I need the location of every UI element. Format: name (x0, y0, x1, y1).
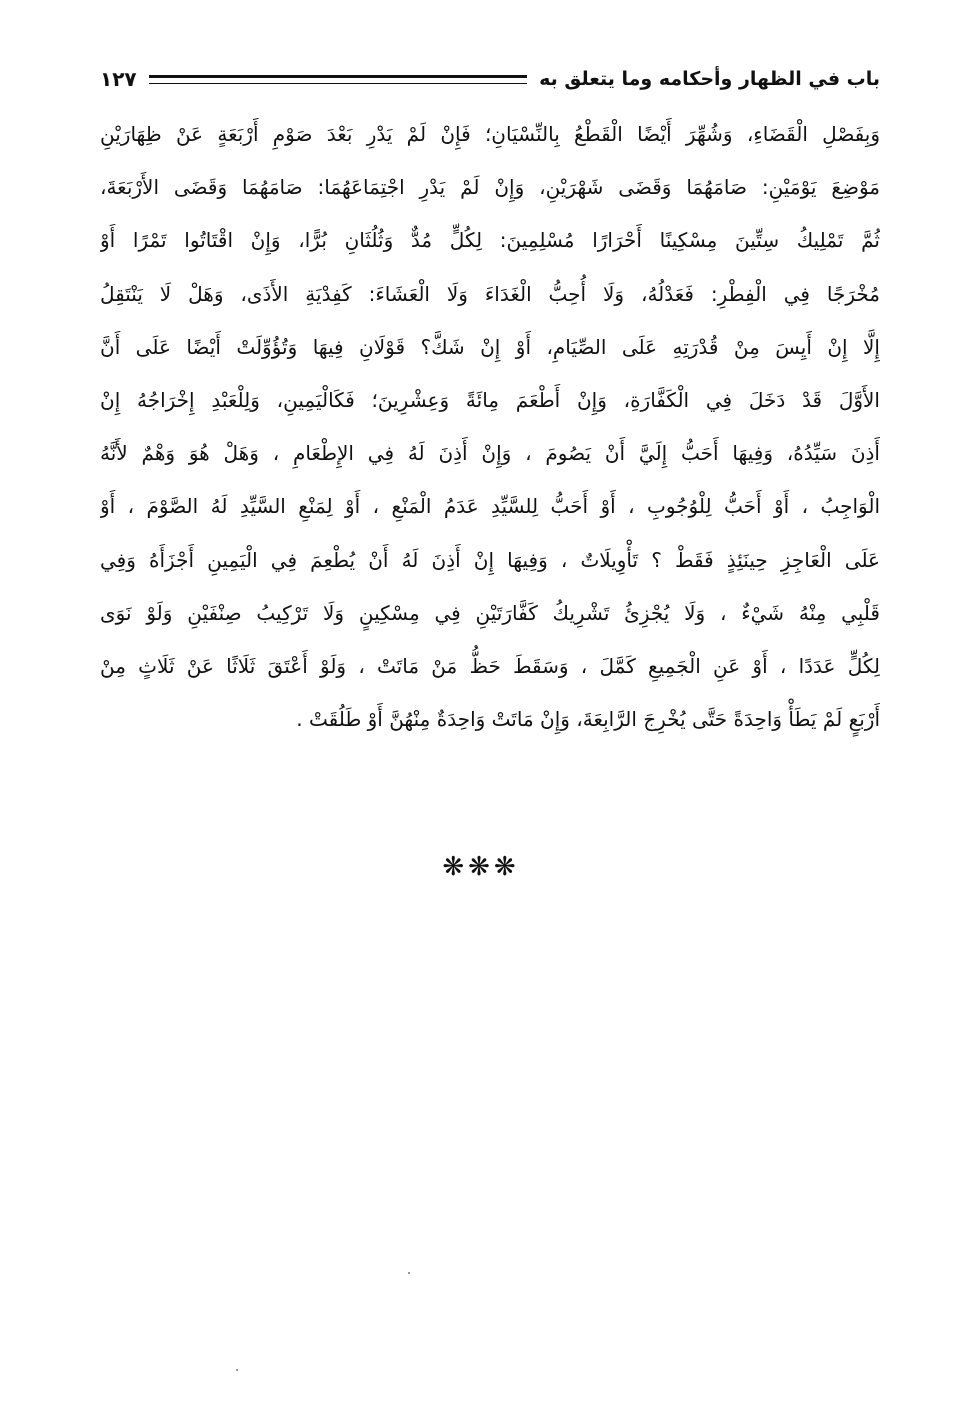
text-line: الأَوَّلَ قَدْ دَخَلَ فِي الْكَفَّارَةِ، وَإِنْ أَطْعَمَ مِائَةً وَعِشْرِينَ؛ فَكَالْيَمِينِ، وَلِلْعَبْدِ إِخْرَاجُهُ إِنْ (100, 387, 880, 412)
text-line: قَلْبِي مِنْهُ شَيْءٌ ، وَلَا يُجْزِئُ تَشْرِيكُ كَفَّارَتَيْنِ فِي مِسْكِينٍ وَلَا تَرْكِيبُ صِنْفَيْنِ وَلَوْ نَوَى (100, 600, 880, 625)
text-line: وَبِفَصْلِ الْقَضَاءِ، وَشُهِّرَ أَيْضًا الْقَطْعُ بِالنِّسْيَانِ؛ فَإِنْ لَمْ يَدْرِ بَعْدَ صَوْمِ أَرْبَعَةٍ عَنْ ظِهَارَيْنِ (100, 122, 880, 146)
scan-speck (236, 1369, 238, 1371)
text-line: مُخْرَجًا فِي الْفِطْرِ: فَعَدْلُهُ، وَلَا أُحِبُّ الْغَدَاءَ وَلَا الْعَشَاءَ: كَفِدْيَةِ الأَذَى، وَهَلْ لَا يَنْتَقِلُ (100, 281, 880, 306)
text-line: إِلَّا إِنْ أَيِسَ مِنْ قُدْرَتِهِ عَلَى الصِّيَامِ، أَوْ إِنْ شَكَّ؟ قَوْلَانِ فِيهَا وَتُؤُوِّلَتْ أَيْضًا عَلَى أَنَّ (100, 334, 880, 359)
header-rule (149, 75, 528, 84)
text-line: عَلَى الْعَاجِزِ حِينَئِذٍ فَقَطْ ؟ تَأْوِيلَاتٌ ، وَفِيهَا إِنْ أَذِنَ لَهُ أَنْ يُطْعِمَ فِي الْيَمِينِ أَجْزَأَهُ وَفِي (100, 547, 880, 572)
text-line: أَذِنَ سَيِّدُهُ، وَفِيهَا أَحَبُّ إِلَيَّ أَنْ يَصُومَ ، وَإِنْ أَذِنَ لَهُ فِي الإِطْعَامِ ، وَهَلْ هُوَ وَهْمٌ لأَنَّهُ (100, 441, 880, 466)
body-text (100, 108, 880, 746)
text-line: ثُمَّ تَمْلِيكُ سِتِّينَ مِسْكِينًا أَحْرَارًا مُسْلِمِينَ: لِكُلٍّ مُدٌّ وَثُلُثَانِ بُرًّا، وَإِنْ اقْتَاتُوا تَمْرًا أَوْ (100, 228, 880, 253)
chapter-title: باب في الظهار وأحكامه وما يتعلق به (539, 68, 880, 90)
text-line: مَوْضِعَ يَوْمَيْنِ: صَامَهُمَا وَقَضَى شَهْرَيْنِ، وَإِنْ لَمْ يَدْرِ اجْتِمَاعَهُمَا: صَامَهُمَا وَقَضَى الأَرْبَعَةَ، (100, 175, 880, 200)
section-divider: ❋❋❋ (442, 852, 520, 882)
scan-speck (408, 1272, 410, 1274)
text-line: أَرْبَعٍ لَمْ يَطَأْ وَاحِدَةً حَتَّى يُخْرِجَ الرَّابِعَةَ، وَإِنْ مَاتَتْ وَاحِدَةٌ مِنْهُنَّ أَوْ طَلُقَتْ . (296, 707, 880, 732)
running-header (100, 62, 880, 96)
text-line: لِكُلٍّ عَدَدًا ، أَوْ عَنِ الْجَمِيعِ كَمَّلَ ، وَسَقَطَ حَظُّ مَنْ مَاتَتْ ، وَلَوْ أَعْتَقَ ثَلَاثًا عَنْ ثَلَاثٍ مِنْ (100, 653, 880, 678)
page-number: ١٢٧ (100, 67, 137, 91)
text-line: الْوَاجِبُ ، أَوْ أَحَبُّ لِلْوُجُوبِ ، أَوْ أَحَبُّ لِلسَّيِّدِ عَدَمُ الْمَنْعِ ، أَوْ لِمَنْعِ السَّيِّدِ لَهُ الصَّوْمَ ، أَوْ (100, 494, 880, 519)
